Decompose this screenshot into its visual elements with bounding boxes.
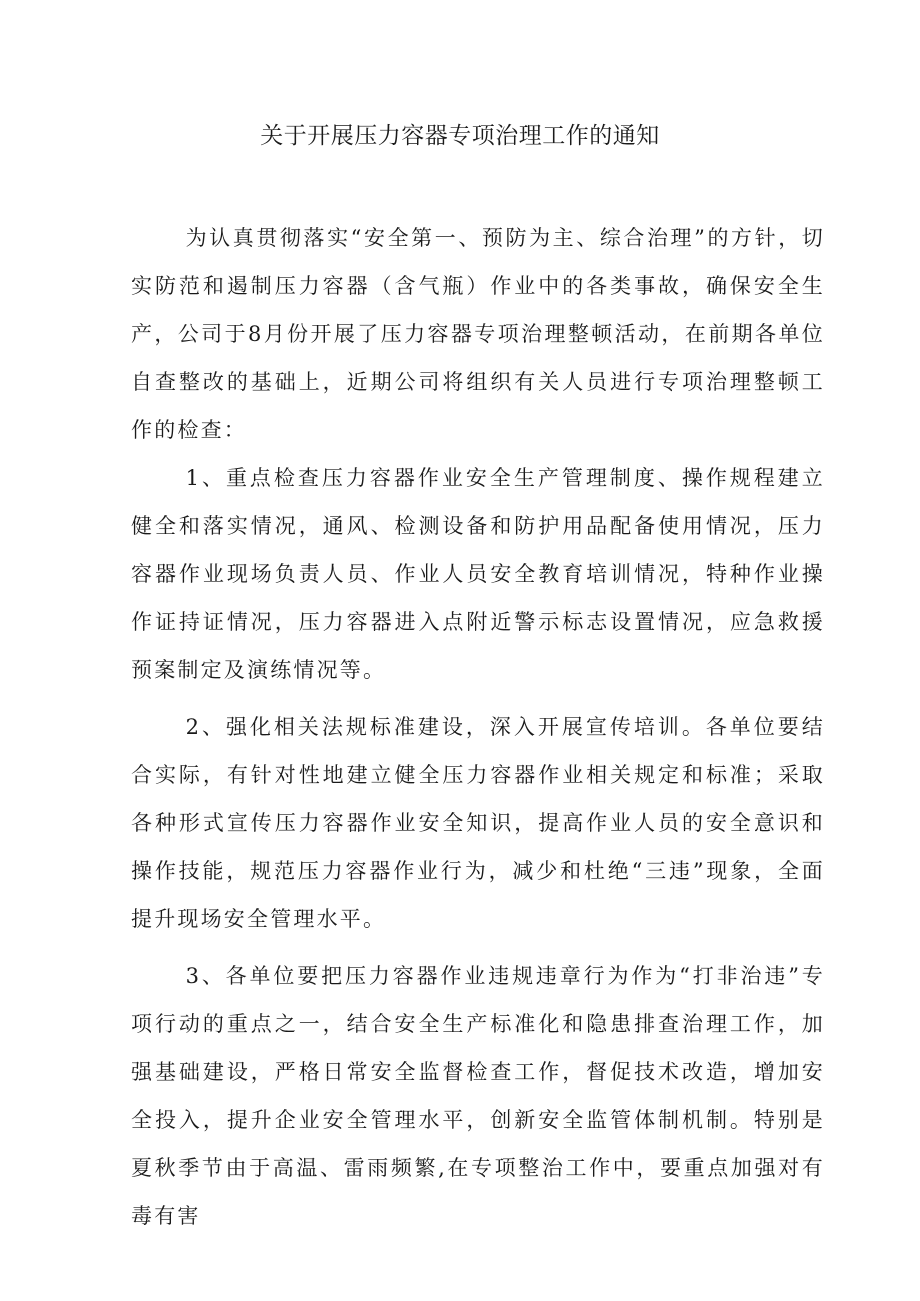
intro-paragraph: 为认真贯彻落实“安全第一、预防为主、综合治理”的方针，切实防范和遏制压力容器（含气瓶）作业中的各类事故，确保安全生产，公司于8月份开展了压力容器专项治理整顿活动，在前期各单位自查整改的基础上，近期公司将组织有关人员进行专项治理整顿工作的检查：	[131, 226, 825, 442]
item-2-paragraph: 2、强化相关法规标准建设，深入开展宣传培训。各单位要结合实际，有针对性地建立健全压力容器作业相关规定和标准；采取各种形式宣传压力容器作业安全知识，提高作业人员的安全意识和操作技能，规范压力容器作业行为，减少和杜绝“三违”现象，全面提升现场安全管理水平。	[131, 715, 825, 931]
item-3-paragraph: 3、各单位要把压力容器作业违规违章行为作为“打非治违”专项行动的重点之一，结合安全生产标准化和隐患排查治理工作，加强基础建设，严格日常安全监督检查工作，督促技术改造，增加安全投入，提升企业安全管理水平，创新安全监管体制机制。特别是夏秋季节由于高温、雷雨频繁,在专项整治工作中，要重点加强对有毒有害	[131, 964, 825, 1228]
document-body	[131, 214, 825, 1240]
document-title: 关于开展压力容器专项治理工作的通知	[260, 123, 660, 149]
item-1-paragraph: 1、重点检查压力容器作业安全生产管理制度、操作规程建立健全和落实情况，通风、检测设备和防护用品配备使用情况，压力容器作业现场负责人员、作业人员安全教育培训情况，特种作业操作证持证情况，压力容器进入点附近警示标志设置情况，应急救援预案制定及演练情况等。	[131, 466, 825, 682]
